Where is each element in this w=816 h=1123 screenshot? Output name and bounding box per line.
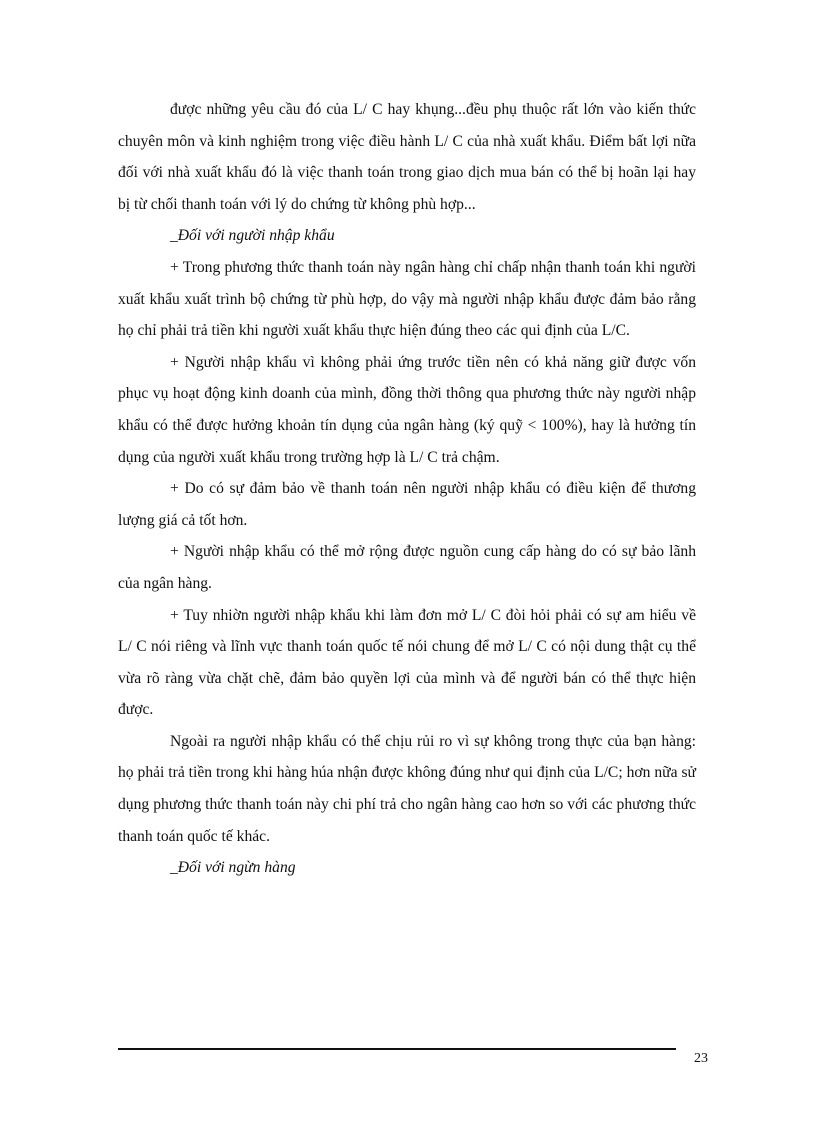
page-number: 23: [694, 1051, 708, 1066]
paragraph-importer-risk: Ngoài ra người nhập khẩu có thể chịu rủi ro vì sự không trong thực của bạn hàng: họ phải trả tiền trong khi hàng húa nhận được không đúng như qui định của L/C; hơn nữa sử dụng phương thức thanh toán này chi phí trả cho ngân hàng cao hơn so với các phương thức thanh toán quốc tế khác.: [118, 732, 696, 845]
paragraph-importer-point-3: + Do có sự đảm bảo về thanh toán nên người nhập khẩu có điều kiện để thương lượng giá cả tốt hơn.: [118, 480, 696, 529]
paragraph-exporter-disadvantage: được những yêu cầu đó của L/ C hay khụng...đều phụ thuộc rất lớn vào kiến thức chuyên môn và kinh nghiệm trong việc điều hành L/ C của nhà xuất khẩu. Điểm bất lợi nữa đối với nhà xuất khẩu đó là việc thanh toán trong giao dịch mua bán có thể bị hoãn lại hay bị từ chối thanh toán với lý do chứng từ không phù hợp...: [118, 101, 696, 213]
paragraph-importer-point-5: + Tuy nhiờn người nhập khẩu khi làm đơn mở L/ C đòi hỏi phải có sự am hiểu về L/ C nói riêng và lĩnh vực thanh toán quốc tế nói chung để mở L/ C có nội dung thật cụ thể vừa rõ ràng vừa chặt chẽ, đảm bảo quyền lợi của mình và để người bán có thể thực hiện được.: [118, 606, 696, 719]
section-heading-importer: _Đối với người nhập khẩu: [170, 227, 335, 245]
footer-rule: [118, 1048, 676, 1050]
paragraph-importer-point-2: + Người nhập khẩu vì không phải ứng trước tiền nên có khả năng giữ được vốn phục vụ hoạt động kinh doanh của mình, đồng thời thông qua phương thức này người nhập khẩu có thể được hưởng khoản tín dụng của ngân hàng (ký quỹ < 100%), hay là hưởng tín dụng của người xuất khẩu trong trường hợp là L/ C trả chậm.: [118, 353, 696, 466]
paragraph-importer-point-1: + Trong phương thức thanh toán này ngân hàng chỉ chấp nhận thanh toán khi người xuất khẩu xuất trình bộ chứng từ phù hợp, do vậy mà người nhập khẩu được đảm bảo rằng họ chỉ phải trả tiền khi người xuất khẩu thực hiện đúng theo các qui định của L/C.: [118, 258, 696, 340]
section-heading-bank: _Đối với ngừn hàng: [170, 859, 296, 877]
paragraph-importer-point-4: + Người nhập khẩu có thể mở rộng được nguồn cung cấp hàng do có sự bảo lãnh của ngân hàng.: [118, 543, 696, 592]
document-body: [118, 94, 696, 884]
